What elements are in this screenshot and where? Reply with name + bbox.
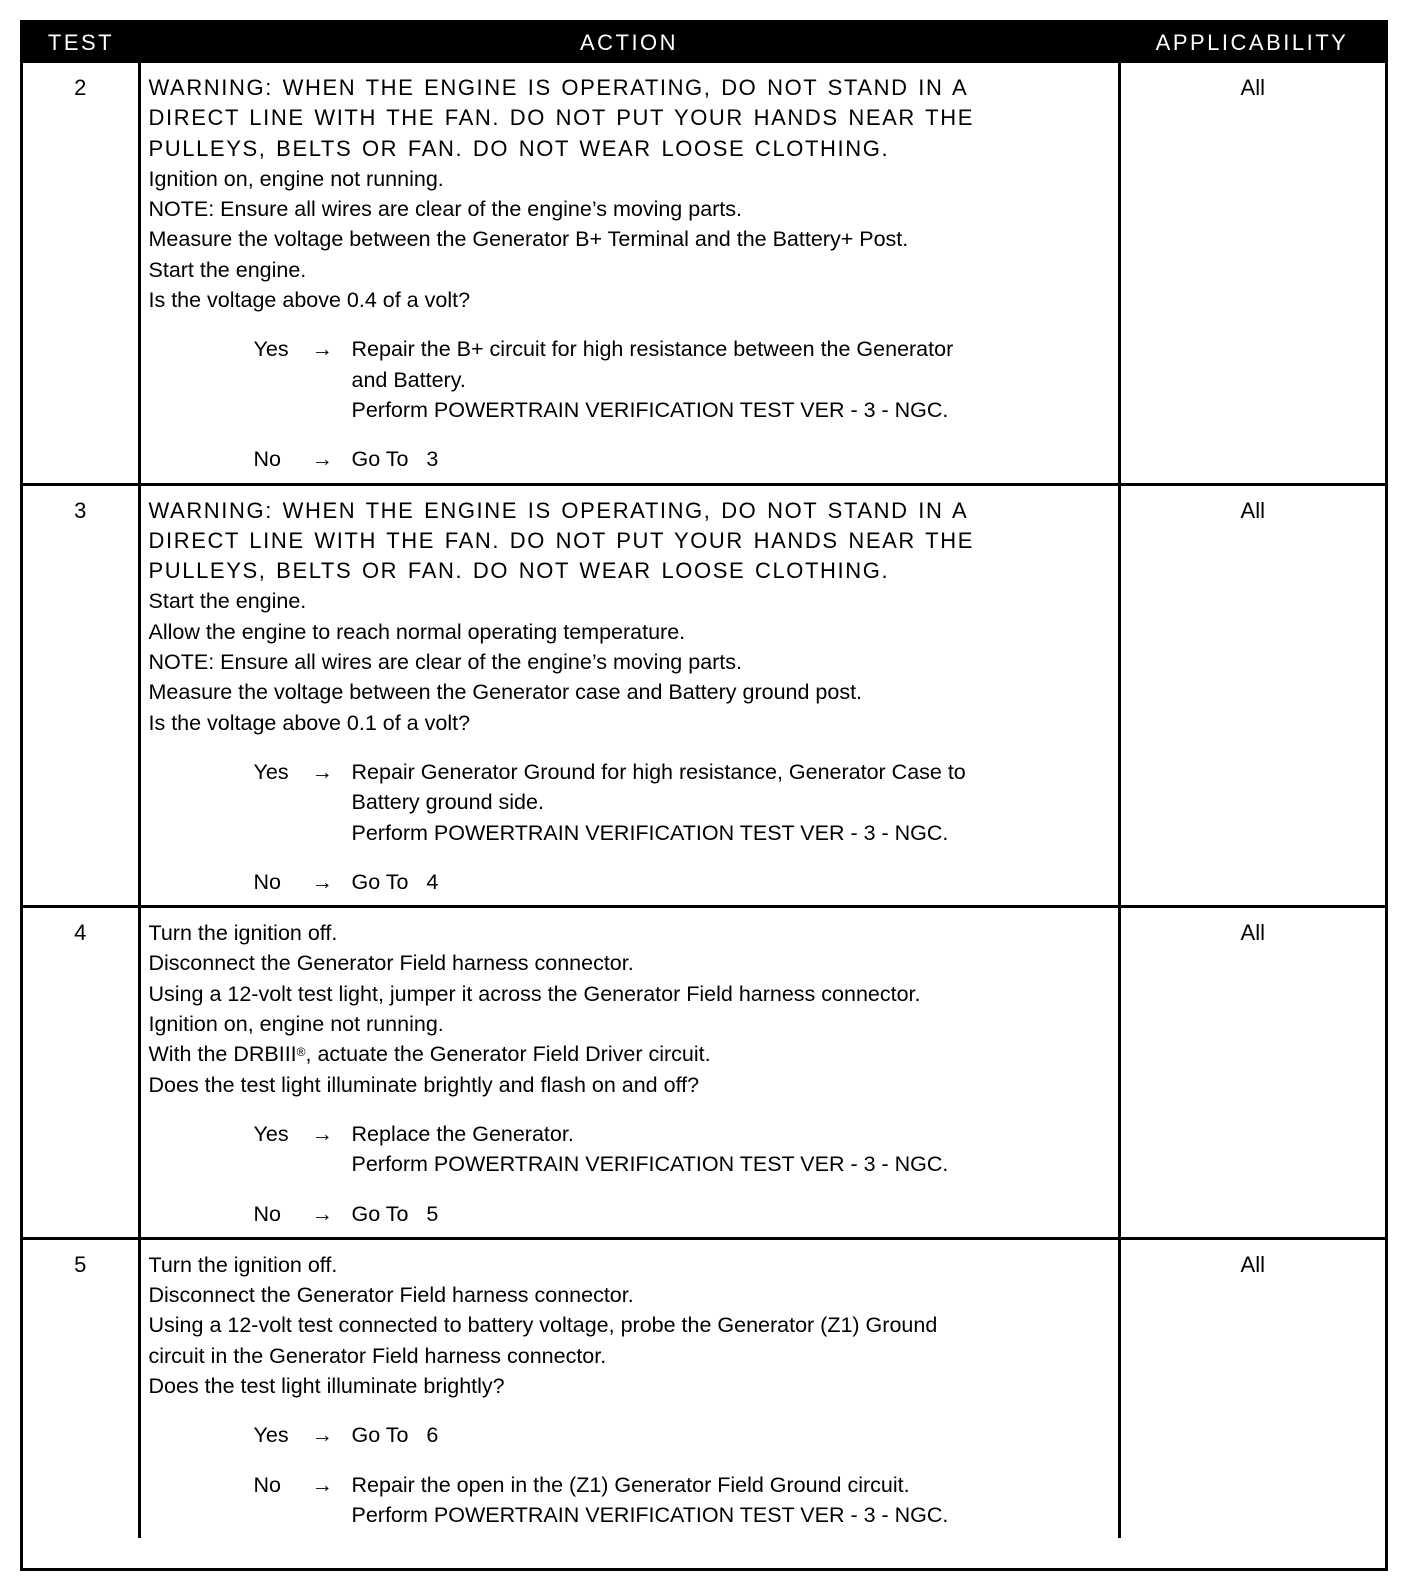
action-cell xyxy=(139,907,1119,1239)
result-line: Perform POWERTRAIN VERIFICATION TEST VER - 3 - NGC. xyxy=(351,820,949,845)
action-cell xyxy=(139,484,1119,907)
question-line: Is the voltage above 0.1 of a volt? xyxy=(148,710,471,735)
header-test: TEST xyxy=(23,23,139,63)
result-line: Repair the open in the (Z1) Generator Field Ground circuit. xyxy=(351,1472,910,1497)
yes-result xyxy=(352,1420,1110,1450)
result-line: Perform POWERTRAIN VERIFICATION TEST VER - 3 - NGC. xyxy=(351,1152,949,1177)
yes-result xyxy=(352,334,1110,425)
table-header-row xyxy=(23,23,1385,63)
result-line: Battery ground side. xyxy=(351,790,544,815)
no-branch xyxy=(149,444,1110,474)
instruction-line: Measure the voltage between the Generator case and Battery ground post. xyxy=(148,680,863,705)
no-result xyxy=(352,1470,1110,1531)
no-result xyxy=(352,444,1110,474)
goto-line: Go To 6 xyxy=(351,1423,439,1448)
yes-label: Yes xyxy=(253,759,289,784)
no-label: No xyxy=(253,1472,281,1497)
arrow-icon: → xyxy=(311,869,333,894)
warning-line: DIRECT LINE WITH THE FAN. DO NOT PUT YOUR HANDS NEAR THE xyxy=(148,105,974,131)
no-result xyxy=(352,1199,1110,1229)
test-number: 2 xyxy=(74,75,87,100)
result-line: Repair Generator Ground for high resistance, Generator Case to xyxy=(351,759,966,784)
header-applicability: APPLICABILITY xyxy=(1119,23,1385,63)
table-row xyxy=(23,907,1385,1239)
instruction-line: Turn the ignition off. xyxy=(148,1252,338,1277)
instruction-line: Using a 12-volt test connected to battery voltage, probe the Generator (Z1) Ground xyxy=(148,1313,938,1338)
action-cell xyxy=(139,1238,1119,1538)
result-line: and Battery. xyxy=(351,367,466,392)
question-line: Does the test light illuminate brightly and flash on and off? xyxy=(148,1072,700,1097)
arrow-icon: → xyxy=(311,1423,333,1448)
instruction-line: Start the engine. xyxy=(148,257,307,282)
goto-line: Go To 4 xyxy=(351,869,439,894)
yes-branch xyxy=(149,334,1110,425)
warning-line: WARNING: WHEN THE ENGINE IS OPERATING, DO NOT STAND IN A xyxy=(148,75,969,100)
yes-label: Yes xyxy=(253,1423,289,1448)
question-line: Does the test light illuminate brightly? xyxy=(148,1373,505,1398)
yes-label: Yes xyxy=(253,1121,289,1146)
table-row xyxy=(23,1238,1385,1538)
test-number: 5 xyxy=(23,1238,139,1538)
applicability-cell: All xyxy=(1119,484,1385,907)
arrow-icon: → xyxy=(311,447,333,472)
result-line: Perform POWERTRAIN VERIFICATION TEST VER - 3 - NGC. xyxy=(351,397,949,422)
arrow-icon: → xyxy=(311,337,333,362)
yes-branch xyxy=(149,757,1110,848)
instruction-line: Ignition on, engine not running. xyxy=(148,166,444,191)
test-number: 3 xyxy=(23,484,139,907)
goto-line: Go To 5 xyxy=(351,1201,439,1226)
table-row xyxy=(23,484,1385,907)
instruction-line: Turn the ignition off. xyxy=(148,921,338,946)
yes-label: Yes xyxy=(253,337,289,362)
result-line: Perform POWERTRAIN VERIFICATION TEST VER - 3 - NGC. xyxy=(351,1502,949,1527)
applicability-cell: All xyxy=(1119,907,1385,1239)
no-label: No xyxy=(253,869,281,894)
drb-text-rest: , actuate the Generator Field Driver circuit. xyxy=(305,1042,711,1067)
no-branch xyxy=(149,867,1110,897)
warning-line: WARNING: WHEN THE ENGINE IS OPERATING, DO NOT STAND IN A xyxy=(148,497,969,523)
instruction-line: Disconnect the Generator Field harness connector. xyxy=(148,951,634,976)
yes-result xyxy=(352,757,1110,848)
arrow-icon: → xyxy=(311,1472,333,1497)
instruction-line: Start the engine. xyxy=(148,589,307,614)
arrow-icon: → xyxy=(311,1121,333,1146)
instruction-line: Disconnect the Generator Field harness connector. xyxy=(148,1283,634,1308)
instruction-line: Allow the engine to reach normal operating temperature. xyxy=(148,619,686,644)
no-label: No xyxy=(253,1201,281,1226)
warning-line: PULLEYS, BELTS OR FAN. DO NOT WEAR LOOSE CLOTHING. xyxy=(148,558,890,584)
yes-branch xyxy=(149,1420,1110,1450)
warning-line: DIRECT LINE WITH THE FAN. DO NOT PUT YOUR HANDS NEAR THE xyxy=(148,527,974,553)
diagnostic-test-table xyxy=(20,20,1388,1571)
applicability-cell: All xyxy=(1119,1238,1385,1538)
action-cell xyxy=(139,63,1119,484)
instruction-line: NOTE: Ensure all wires are clear of the engine’s moving parts. xyxy=(148,197,743,222)
goto-line: Go To 3 xyxy=(351,447,439,472)
instruction-line xyxy=(149,1039,1110,1069)
drb-text: With the DRBIII xyxy=(148,1042,297,1067)
no-branch xyxy=(149,1470,1110,1531)
result-line: Repair the B+ circuit for high resistance between the Generator xyxy=(351,337,954,362)
instruction-line: NOTE: Ensure all wires are clear of the engine’s moving parts. xyxy=(148,650,743,675)
instruction-line: Measure the voltage between the Generator B+ Terminal and the Battery+ Post. xyxy=(148,227,909,252)
yes-branch xyxy=(149,1119,1110,1180)
test-number: 4 xyxy=(23,907,139,1239)
applicability-cell: All xyxy=(1240,75,1265,100)
instruction-line: Using a 12-volt test light, jumper it across the Generator Field harness connector. xyxy=(148,981,921,1006)
question-line: Is the voltage above 0.4 of a volt? xyxy=(148,288,471,313)
result-line: Replace the Generator. xyxy=(351,1121,574,1146)
no-branch xyxy=(149,1199,1110,1229)
header-action: ACTION xyxy=(139,23,1119,63)
registered-mark: ® xyxy=(296,1045,306,1060)
no-label: No xyxy=(253,447,281,472)
warning-line: PULLEYS, BELTS OR FAN. DO NOT WEAR LOOSE CLOTHING. xyxy=(148,135,890,161)
test-table xyxy=(23,23,1385,1538)
arrow-icon: → xyxy=(311,1201,333,1226)
instruction-line: Ignition on, engine not running. xyxy=(148,1012,444,1037)
arrow-icon: → xyxy=(311,759,333,784)
yes-result xyxy=(352,1119,1110,1180)
no-result xyxy=(352,867,1110,897)
instruction-line: circuit in the Generator Field harness connector. xyxy=(148,1343,607,1368)
table-row xyxy=(23,63,1385,484)
